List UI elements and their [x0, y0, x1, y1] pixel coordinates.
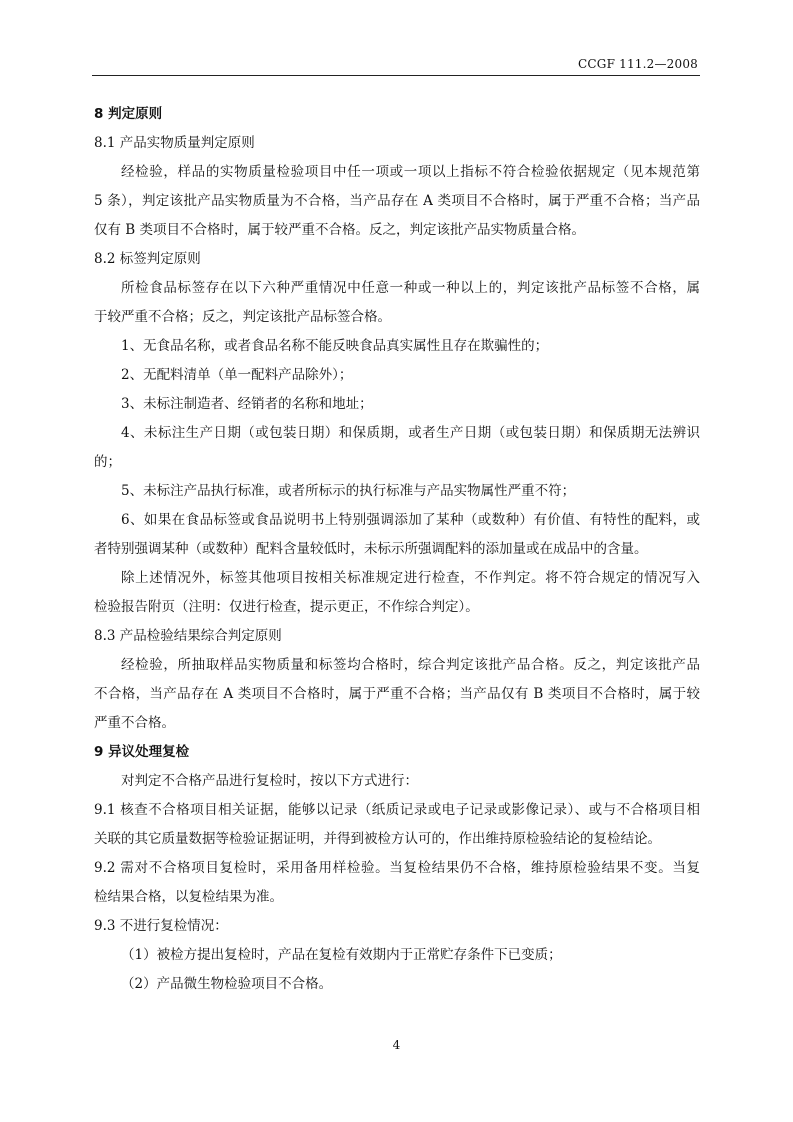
section-heading-9: 9 异议处理复检 — [94, 744, 190, 760]
subsection-9-1-line: 9.1 核查不合格项目相关证据，能够以记录（纸质记录或电子记录或影像记录）、或与不合格项目相 — [94, 802, 700, 818]
list-item-continuation: 者特别强调某种（或数种）配料含量较低时，未标示所强调配料的添加量或在成品中的含量。 — [94, 541, 648, 557]
paragraph-line: 严重不合格。 — [94, 715, 175, 731]
header-divider — [92, 75, 700, 76]
subsection-9-2-line: 检结果合格，以复检结果为准。 — [94, 889, 283, 905]
list-item: 5、未标注产品执行标准，或者所标示的执行标准与产品实物属性严重不符； — [121, 483, 576, 499]
list-item: 6、如果在食品标签或食品说明书上特别强调添加了某种（或数种）有价值、有特性的配料，或 — [121, 512, 700, 528]
paragraph-line: 不合格，当产品存在 A 类项目不合格时，属于严重不合格；当产品仅有 B 类项目不合格时，属于较 — [94, 686, 700, 702]
paragraph-line: 于较严重不合格；反之，判定该批产品标签合格。 — [94, 309, 391, 325]
list-item: 3、未标注制造者、经销者的名称和地址； — [121, 396, 373, 412]
subsection-9-2-line: 9.2 需对不合格项目复检时，采用备用样检验。当复检结果仍不合格，维持原检验结果不变。当复 — [94, 860, 700, 876]
paragraph-line: 所检食品标签存在以下六种严重情况中任意一种或一种以上的，判定该批产品标签不合格，属 — [121, 280, 700, 296]
subsection-heading-8-1: 8.1 产品实物质量判定原则 — [94, 135, 255, 151]
paragraph-line: 仅有 B 类项目不合格时，属于较严重不合格。反之，判定该批产品实物质量合格。 — [94, 222, 586, 238]
subsection-heading-8-3: 8.3 产品检验结果综合判定原则 — [94, 628, 282, 644]
paragraph-line: 5 条），判定该批产品实物质量为不合格，当产品存在 A 类项目不合格时，属于严重不合格；当产品 — [94, 193, 700, 209]
section-heading-8: 8 判定原则 — [94, 106, 163, 122]
document-body — [94, 100, 700, 999]
subsection-9-1-line: 关联的其它质量数据等检验证据证明，并得到被检方认可的，作出维持原检验结论的复检结论。 — [94, 831, 661, 847]
subsection-heading-9-3: 9.3 不进行复检情况： — [94, 918, 228, 934]
list-item: 2、无配料清单（单一配料产品除外）； — [121, 367, 353, 383]
paragraph-line: 经检验，样品的实物质量检验项目中任一项或一项以上指标不符合检验依据规定（见本规范第 — [121, 164, 700, 180]
paragraph-line: 对判定不合格产品进行复检时，按以下方式进行： — [121, 773, 418, 789]
header-standard-code: CCGF 111.2—2008 — [578, 57, 698, 71]
subsection-heading-8-2: 8.2 标签判定原则 — [94, 251, 201, 267]
paragraph-line: 检验报告附页（注明：仅进行检查，提示更正，不作综合判定）。 — [94, 599, 479, 615]
list-item: （2）产品微生物检验项目不合格。 — [121, 976, 333, 992]
list-item-continuation: 的； — [94, 454, 121, 470]
list-item: 1、无食品名称，或者食品名称不能反映食品真实属性且存在欺骗性的； — [121, 338, 549, 354]
paragraph-line: 除上述情况外，标签其他项目按相关标准规定进行检查，不作判定。将不符合规定的情况写入 — [121, 570, 700, 586]
list-item: 4、未标注生产日期（或包装日期）和保质期，或者生产日期（或包装日期）和保质期无法辨识 — [121, 425, 700, 441]
page-number: 4 — [392, 1038, 401, 1052]
paragraph-line: 经检验，所抽取样品实物质量和标签均合格时，综合判定该批产品合格。反之，判定该批产品 — [121, 657, 700, 673]
list-item: （1）被检方提出复检时，产品在复检有效期内于正常贮存条件下已变质； — [121, 947, 562, 963]
